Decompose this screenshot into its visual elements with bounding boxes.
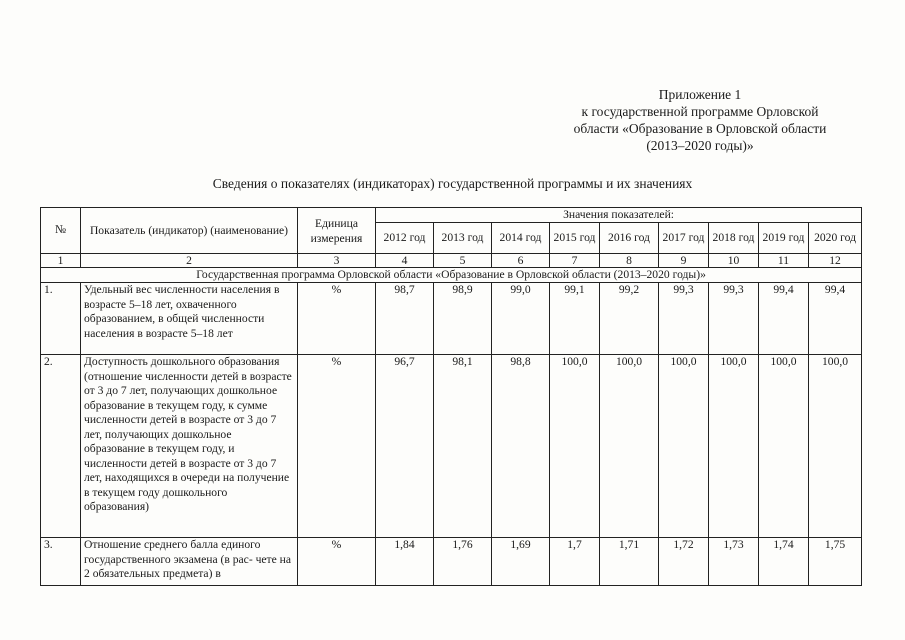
- header-year: 2018 год: [709, 223, 759, 254]
- value-cell: 1,71: [600, 538, 659, 586]
- column-number: 11: [759, 254, 809, 268]
- unit-cell: %: [298, 283, 376, 355]
- value-cell: 1,7: [550, 538, 600, 586]
- column-number: 12: [809, 254, 862, 268]
- value-cell: 1,84: [376, 538, 434, 586]
- table-row: [41, 283, 862, 355]
- appendix-line-2: к государственной программе Орловской: [581, 104, 819, 119]
- row-number: 1.: [41, 283, 81, 355]
- header-year: 2016 год: [600, 223, 659, 254]
- appendix-line-1: Приложение 1: [658, 87, 742, 102]
- column-numbering-row: [41, 254, 862, 268]
- value-cell: 100,0: [759, 355, 809, 538]
- header-year: 2013 год: [434, 223, 492, 254]
- header-year: 2019 год: [759, 223, 809, 254]
- column-number: 8: [600, 254, 659, 268]
- value-cell: 99,4: [809, 283, 862, 355]
- header-indicator: Показатель (индикатор) (наименование): [81, 208, 298, 254]
- indicator-name: Удельный вес численности населения в возрасте 5–18 лет, охваченного образованием, в общей численности населения в возрасте 5–18 лет: [81, 283, 298, 355]
- appendix-line-3: области «Образование в Орловской области: [573, 121, 827, 136]
- value-cell: 98,7: [376, 283, 434, 355]
- value-cell: 1,69: [492, 538, 550, 586]
- value-cell: 1,74: [759, 538, 809, 586]
- value-cell: 96,7: [376, 355, 434, 538]
- value-cell: 100,0: [709, 355, 759, 538]
- header-year: 2020 год: [809, 223, 862, 254]
- value-cell: 99,2: [600, 283, 659, 355]
- value-cell: 99,3: [659, 283, 709, 355]
- value-cell: 99,3: [709, 283, 759, 355]
- document-title: Сведения о показателях (индикаторах) государственной программы и их значениях: [212, 176, 693, 191]
- indicator-name: Доступность дошкольного образования (отношение численности детей в возрасте от 3 до 7 лет, получающих дошкольное образование в текущем году, к сумме численности детей в возрасте от 3 до 7 лет, получающих дошкольное образование в текущем году, и численности детей в возрасте от 3 до 7 лет, находящихся в очереди на получение в текущем году дошкольного образования): [81, 355, 298, 538]
- column-number: 5: [434, 254, 492, 268]
- header-year: 2012 год: [376, 223, 434, 254]
- value-cell: 1,73: [709, 538, 759, 586]
- header-year: 2015 год: [550, 223, 600, 254]
- column-number: 6: [492, 254, 550, 268]
- column-number: 1: [41, 254, 81, 268]
- appendix-note: [540, 86, 860, 154]
- value-cell: 100,0: [809, 355, 862, 538]
- header-number: №: [41, 208, 81, 254]
- column-number: 9: [659, 254, 709, 268]
- value-cell: 99,4: [759, 283, 809, 355]
- unit-cell: %: [298, 538, 376, 586]
- table-row: [41, 355, 862, 538]
- column-number: 3: [298, 254, 376, 268]
- value-cell: 99,0: [492, 283, 550, 355]
- column-number: 4: [376, 254, 434, 268]
- section-title: Государственная программа Орловской области «Образование в Орловской области (2013–2020 годы)»: [41, 268, 862, 283]
- row-number: 2.: [41, 355, 81, 538]
- value-cell: 98,8: [492, 355, 550, 538]
- appendix-line-4: (2013–2020 годы)»: [646, 138, 754, 153]
- value-cell: 98,9: [434, 283, 492, 355]
- value-cell: 100,0: [550, 355, 600, 538]
- table-row: [41, 538, 862, 586]
- header-values: Значения показателей:: [376, 208, 862, 223]
- section-row: [41, 268, 862, 283]
- value-cell: 1,72: [659, 538, 709, 586]
- header-year: 2014 год: [492, 223, 550, 254]
- value-cell: 1,76: [434, 538, 492, 586]
- unit-cell: %: [298, 355, 376, 538]
- row-number: 3.: [41, 538, 81, 586]
- header-unit: Единица измерения: [298, 208, 376, 254]
- header-year: 2017 год: [659, 223, 709, 254]
- value-cell: 98,1: [434, 355, 492, 538]
- value-cell: 100,0: [600, 355, 659, 538]
- indicators-table: [40, 207, 862, 586]
- column-number: 10: [709, 254, 759, 268]
- value-cell: 100,0: [659, 355, 709, 538]
- indicator-name: Отношение среднего балла единого государственного экзамена (в рас- чете на 2 обязательных предмета) в: [81, 538, 298, 586]
- column-number: 2: [81, 254, 298, 268]
- value-cell: 1,75: [809, 538, 862, 586]
- column-number: 7: [550, 254, 600, 268]
- value-cell: 99,1: [550, 283, 600, 355]
